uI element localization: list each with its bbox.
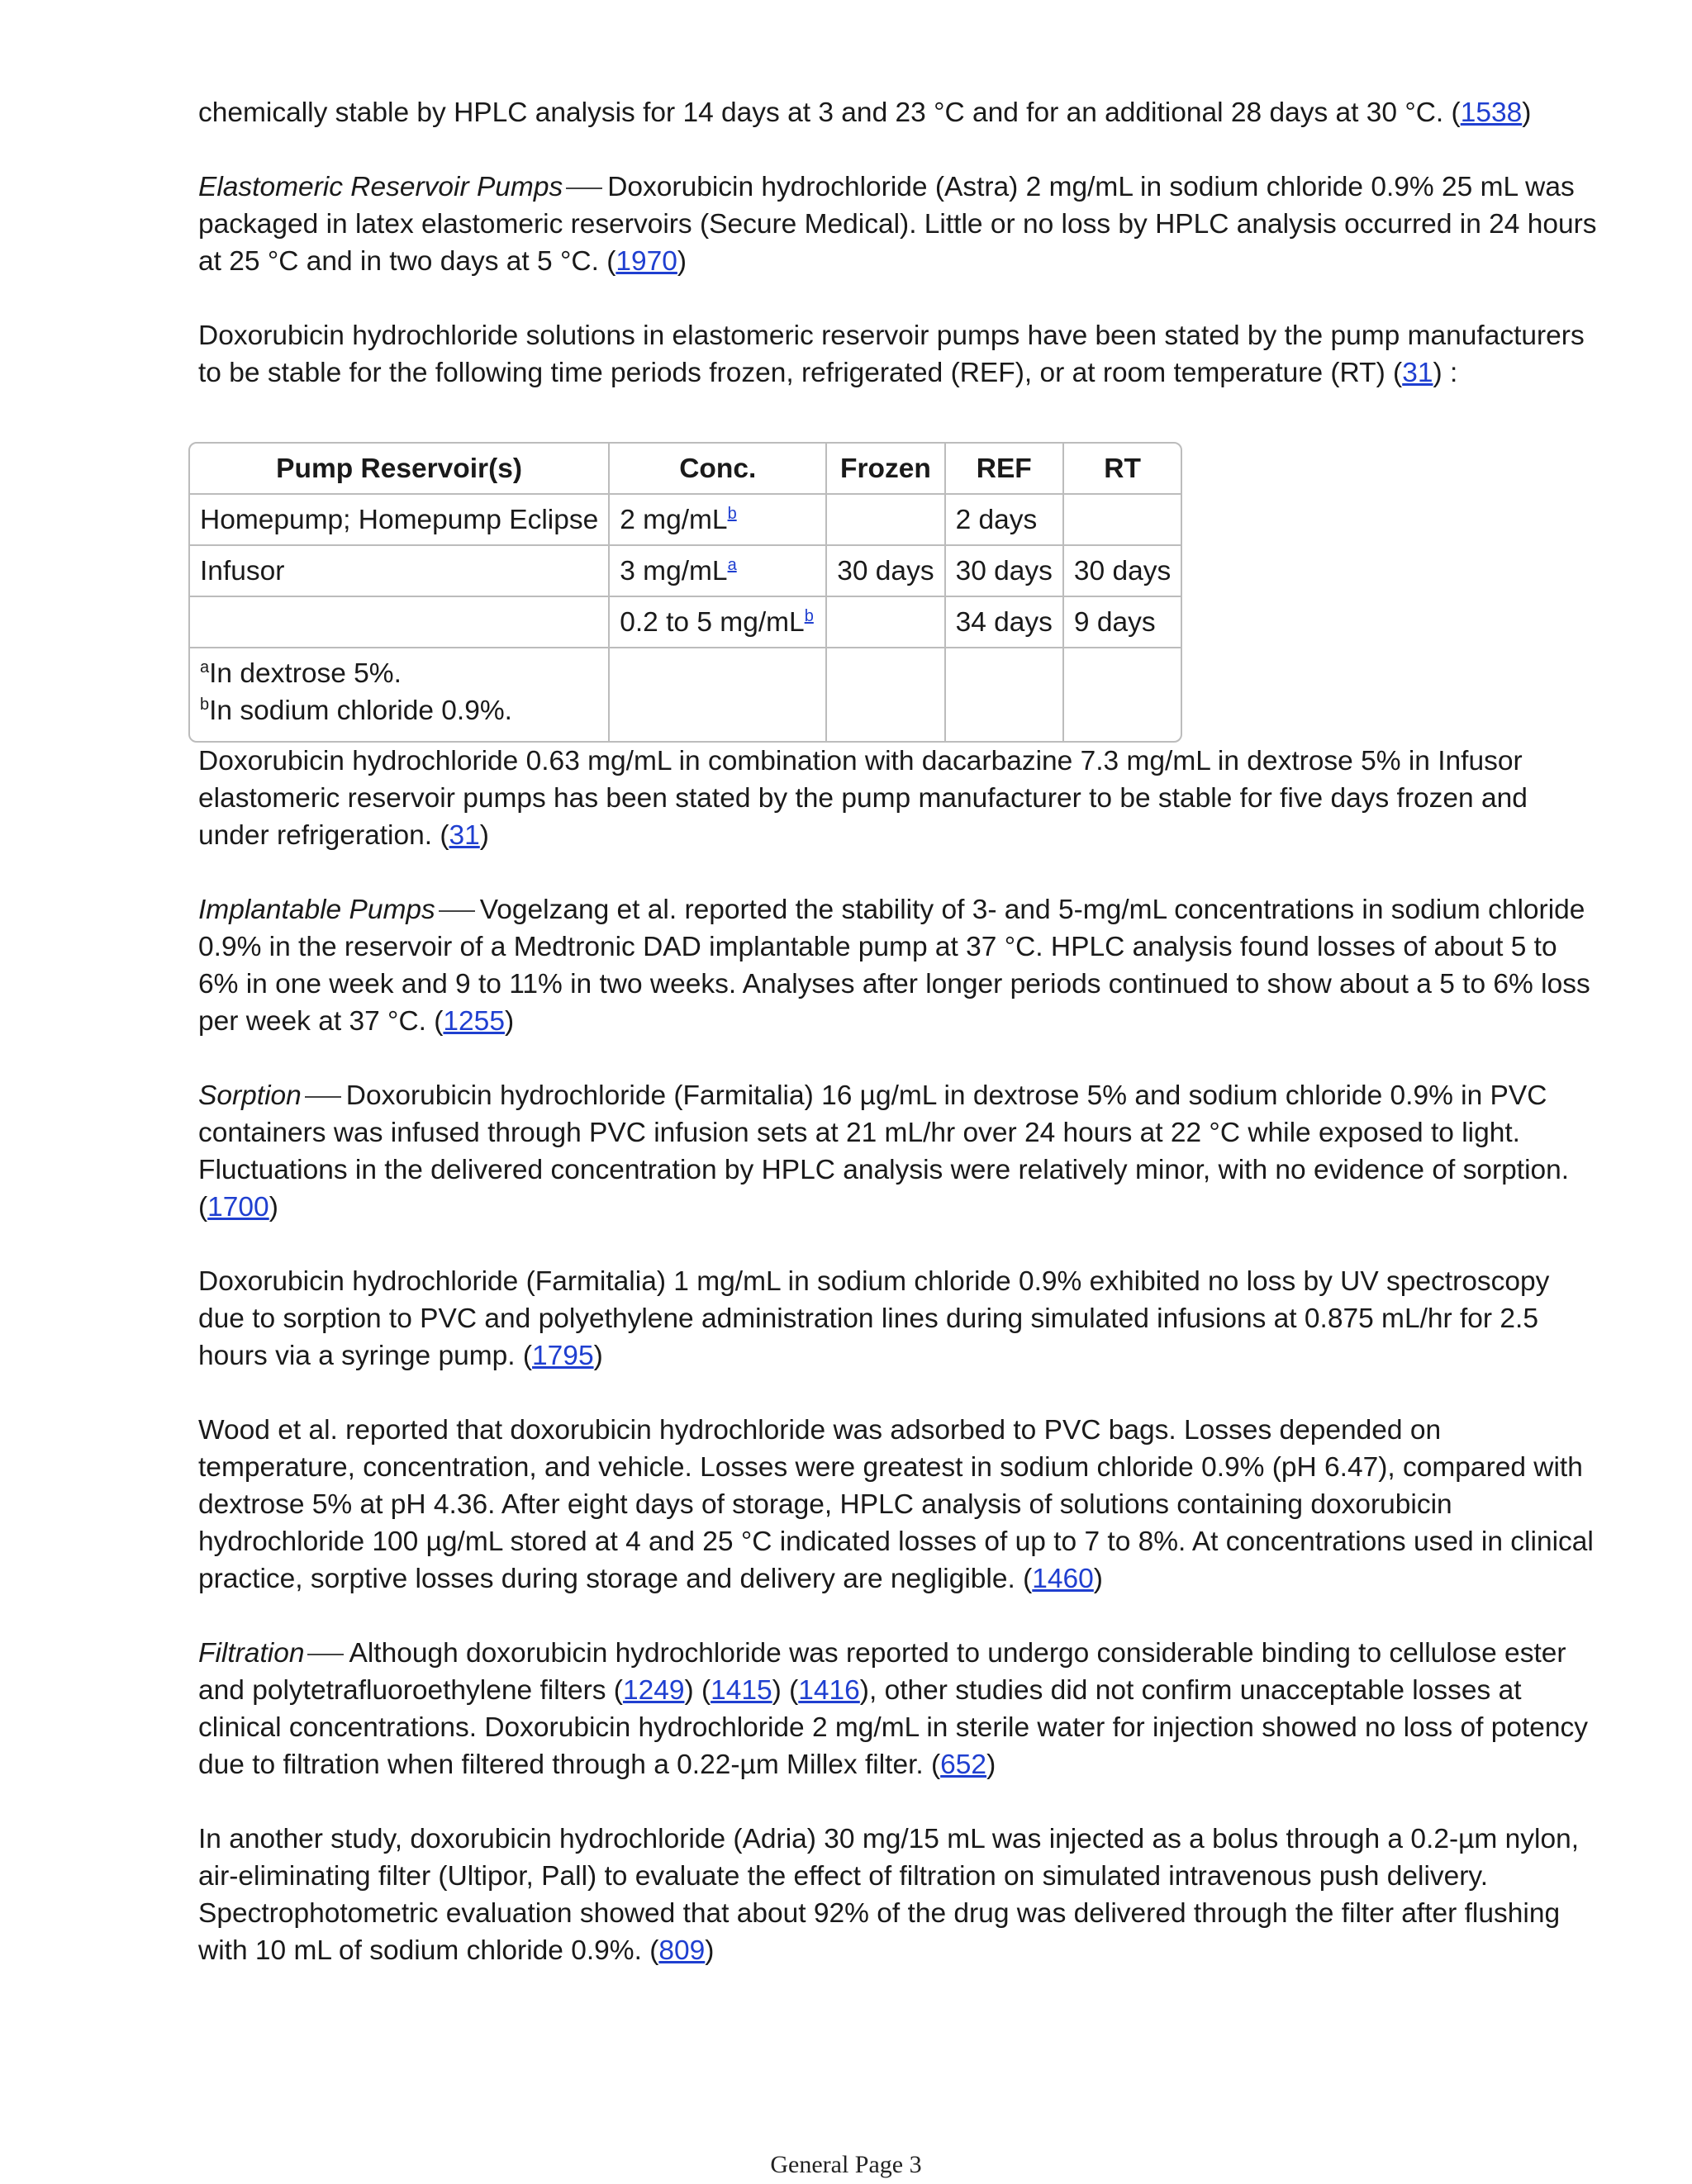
em-dash (566, 188, 602, 189)
footnote-link-b[interactable]: b (804, 606, 814, 625)
reference-link-1255[interactable]: 1255 (443, 1006, 505, 1037)
cell-conc: 3 mg/mL$^a$ (610, 546, 827, 597)
reference-link-31[interactable]: 31 (449, 820, 480, 851)
reference-link-1700[interactable]: 1700 (207, 1192, 269, 1223)
footnote-link-a[interactable]: a (727, 555, 737, 574)
paragraph-sorption: Sorption Doxorubicin hydrochloride (Farmitalia) 16 µg/mL in dextrose 5% and sodium chloride 0.9% in PVC containers was infused through PVC infusion sets at 21 mL/hr over 24 hours at 22 °C while exposed to light. Fluctuations in the delivered concentration by HPLC analysis were relatively minor, with no evidence of sorption. (1700) (198, 1080, 1570, 1223)
footnote-link-b[interactable]: b (727, 504, 737, 523)
column-header-rt: RT (1064, 444, 1181, 495)
cell-frozen: 30 days (827, 546, 945, 597)
reference-link-1415[interactable]: 1415 (711, 1675, 772, 1706)
cell-frozen (827, 495, 945, 546)
reference-link-652[interactable]: 652 (940, 1750, 987, 1780)
reference-link-1970[interactable]: 1970 (615, 246, 677, 277)
cell-frozen (827, 597, 945, 648)
em-dash (305, 1096, 341, 1098)
column-header-ref: REF (946, 444, 1064, 495)
cell-ref: 34 days (946, 597, 1064, 648)
column-header-frozen: Frozen (827, 444, 945, 495)
section-heading: Sorption (198, 1080, 302, 1111)
cell-rt (1064, 495, 1181, 546)
paragraph-stability-continued: chemically stable by HPLC analysis for 14 days at 3 and 23 °C and for an additional 28 days at 30 °C. (1538) (198, 97, 1532, 128)
table-footnotes (190, 648, 610, 741)
table-row (190, 495, 1181, 546)
paragraph-wood-pvc-bags: Wood et al. reported that doxorubicin hydrochloride was adsorbed to PVC bags. Losses depended on temperature, concentration, and vehicle. Losses were greatest in sodium chloride 0.9% (pH 6.47), compared with dextrose 5% at pH 4.36. After eight days of storage, HPLC analysis of solutions containing doxorubicin hydrochloride 100 µg/mL stored at 4 and 25 °C indicated losses of up to 7 to 8%. At concentrations used in clinical practice, sorptive losses during storage and delivery are negligible. (1460) (198, 1415, 1594, 1594)
footnote-a: $^a$In dextrose 5%. (200, 658, 402, 689)
paragraph-elastomeric-reservoir-pumps: Elastomeric Reservoir Pumps Doxorubicin hydrochloride (Astra) 2 mg/mL in sodium chloride 0.9% 25 mL was packaged in latex elastomeric reservoirs (Secure Medical). Little or no loss by HPLC analysis occurred in 24 hours at 25 °C and in two days at 5 °C. (1970) (198, 172, 1597, 277)
cell-conc: 0.2 to 5 mg/mL$^b$ (610, 597, 827, 648)
paragraph-text: chemically stable by HPLC analysis for 14 days at 3 and 23 °C and for an additional 28 days at 30 °C. ( (198, 97, 1461, 128)
pump-stability-table (188, 442, 1182, 743)
cell-rt: 30 days (1064, 546, 1181, 597)
reference-link-1538[interactable]: 1538 (1460, 97, 1523, 128)
em-dash (439, 910, 475, 912)
reference-link-1249[interactable]: 1249 (622, 1675, 685, 1706)
reference-link-809[interactable]: 809 (658, 1935, 706, 1966)
document-body (198, 94, 1603, 1969)
section-heading: Implantable Pumps (198, 895, 435, 925)
column-header-pump: Pump Reservoir(s) (190, 444, 610, 495)
reference-link-1416[interactable]: 1416 (798, 1675, 860, 1706)
column-header-conc: Conc. (610, 444, 827, 495)
reference-link-1795[interactable]: 1795 (532, 1341, 594, 1371)
cell-conc: 2 mg/mL$^b$ (610, 495, 827, 546)
cell-pump: Infusor (190, 546, 610, 597)
page-footer: General Page 3 (770, 2151, 922, 2178)
cell-pump (190, 597, 610, 648)
section-heading: Elastomeric Reservoir Pumps (198, 172, 563, 202)
reference-link-1460[interactable]: 1460 (1032, 1564, 1094, 1594)
cell-rt: 9 days (1064, 597, 1181, 648)
paragraph-filtration: Filtration Although doxorubicin hydrochloride was reported to undergo considerable binding to cellulose ester and polytetrafluoroethylene filters (1249) (1415) (1416), other studies did not confirm unacceptable losses at clinical concentrations. Doxorubicin hydrochloride 2 mg/mL in sterile water for injection showed no loss of potency due to filtration when filtered through a 0.22-µm Millex filter. (652) (198, 1638, 1589, 1780)
table-header-row (190, 444, 1181, 495)
table-row (190, 597, 1181, 648)
section-heading: Filtration (198, 1638, 305, 1669)
cell-ref: 2 days (946, 495, 1064, 546)
cell-pump: Homepump; Homepump Eclipse (190, 495, 610, 546)
footnote-b: $^b$In sodium chloride 0.9%. (200, 696, 512, 726)
em-dash (307, 1654, 344, 1655)
paragraph-uv-spectroscopy: Doxorubicin hydrochloride (Farmitalia) 1 mg/mL in sodium chloride 0.9% exhibited no loss by UV spectroscopy due to sorption to PVC and polyethylene administration lines during simulated infusions at 0.875 mL/hr for 2.5 hours via a syringe pump. (1795) (198, 1266, 1550, 1371)
table-footnote-row (190, 648, 1181, 741)
table-row (190, 546, 1181, 597)
paragraph-implantable-pumps: Implantable Pumps Vogelzang et al. reported the stability of 3- and 5-mg/mL concentrations in sodium chloride 0.9% in the reservoir of a Medtronic DAD implantable pump at 37 °C. HPLC analysis found losses of about 5 to 6% in one week and 9 to 11% in two weeks. Analyses after longer periods continued to show about a 5 to 6% loss per week at 37 °C. (1255) (198, 895, 1590, 1037)
reference-link-31[interactable]: 31 (1402, 358, 1433, 388)
paragraph-dacarbazine-combination: Doxorubicin hydrochloride 0.63 mg/mL in combination with dacarbazine 7.3 mg/mL in dextrose 5% in Infusor elastomeric reservoir pumps has been stated by the pump manufacturer to be stable for five days frozen and under refrigeration. (31) (198, 746, 1528, 851)
paragraph-pump-stability-intro: Doxorubicin hydrochloride solutions in elastomeric reservoir pumps have been stated by the pump manufacturers to be stable for the following time periods frozen, refrigerated (REF), or at room temperature (RT) (31) : (198, 320, 1585, 388)
cell-ref: 30 days (946, 546, 1064, 597)
paragraph-bolus-filter-study: In another study, doxorubicin hydrochloride (Adria) 30 mg/15 mL was injected as a bolus through a 0.2-µm nylon, air-eliminating filter (Ultipor, Pall) to evaluate the effect of filtration on simulated intravenous push delivery. Spectrophotometric evaluation showed that about 92% of the drug was delivered through the filter after flushing with 10 mL of sodium chloride 0.9%. (809) (198, 1824, 1580, 1966)
